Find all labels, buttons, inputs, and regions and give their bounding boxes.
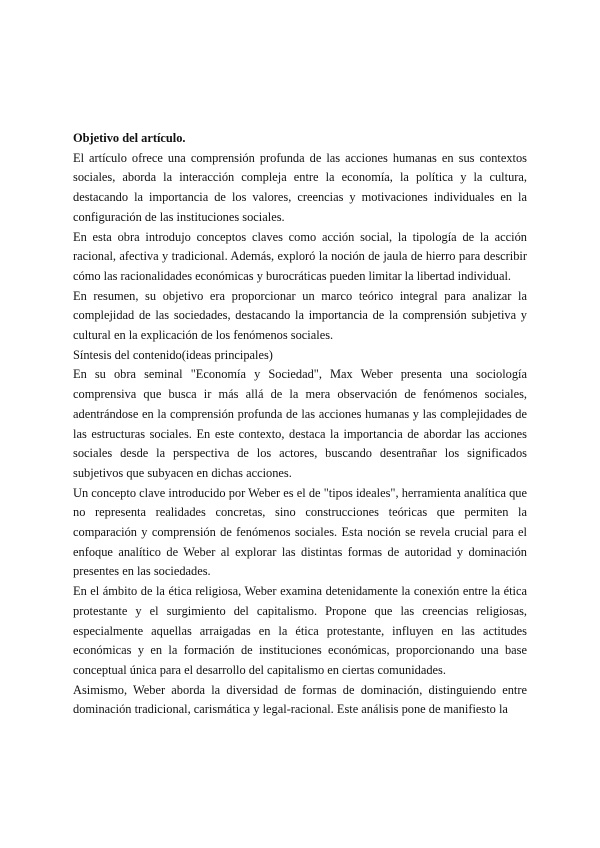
paragraph-content-2: Un concepto clave introducido por Weber es el de "tipos ideales", herramienta analítica que no representa realidades concretas, sino construcciones teóricas que permiten la comparación y comprensión de fenómenos sociales. Esta noción se revela crucial para el enfoque analítico de Weber al explorar las distintas formas de autoridad y dominación presentes en las sociedades. [73,485,527,579]
section-heading-objective: Objetivo del artículo. [73,131,186,145]
document-page [73,129,527,720]
paragraph-content-4: Asimismo, Weber aborda la diversidad de formas de dominación, distinguiendo entre dominación tradicional, carismática y legal-racional. Este análisis pone de manifiesto la [73,682,527,717]
section-subheading-synthesis: Síntesis del contenido(ideas principales) [73,347,273,362]
paragraph-intro-1: El artículo ofrece una comprensión profunda de las acciones humanas en sus contextos sociales, aborda la interacción compleja entre la economía, la política y la cultura, destacando la importancia de los valores, creencias y motivaciones individuales en la configuración de las instituciones sociales. [73,150,527,224]
paragraph-content-1: En su obra seminal "Economía y Sociedad", Max Weber presenta una sociología comprensiva que busca ir más allá de la mera observación de fenómenos sociales, adentrándose en la comprensión profunda de las acciones humanas y las complejidades de las estructuras sociales. En este contexto, destaca la importancia de abordar las acciones sociales desde la perspectiva de los actores, buscando desentrañar los significados subjetivos que subyacen en dichas acciones. [73,367,527,480]
paragraph-intro-3: En resumen, su objetivo era proporcionar un marco teórico integral para analizar la complejidad de las sociedades, destacando la importancia de la comprensión subjetiva y cultural en la explicación de los fenómenos sociales. [73,288,527,343]
paragraph-intro-2: En esta obra introdujo conceptos claves como acción social, la tipología de la acción racional, afectiva y tradicional. Además, exploró la noción de jaula de hierro para describir cómo las racionalidades económicas y burocráticas pueden limitar la libertad individual. [73,229,527,283]
paragraph-content-3: En el ámbito de la ética religiosa, Weber examina detenidamente la conexión entre la ética protestante y el surgimiento del capitalismo. Propone que las creencias religiosas, especialmente aquellas arraigadas en la ética protestante, influyen en las actitudes económicas y en la formación de instituciones económicas, proporcionando una base conceptual única para el desarrollo del capitalismo en ciertas comunidades. [73,584,527,677]
